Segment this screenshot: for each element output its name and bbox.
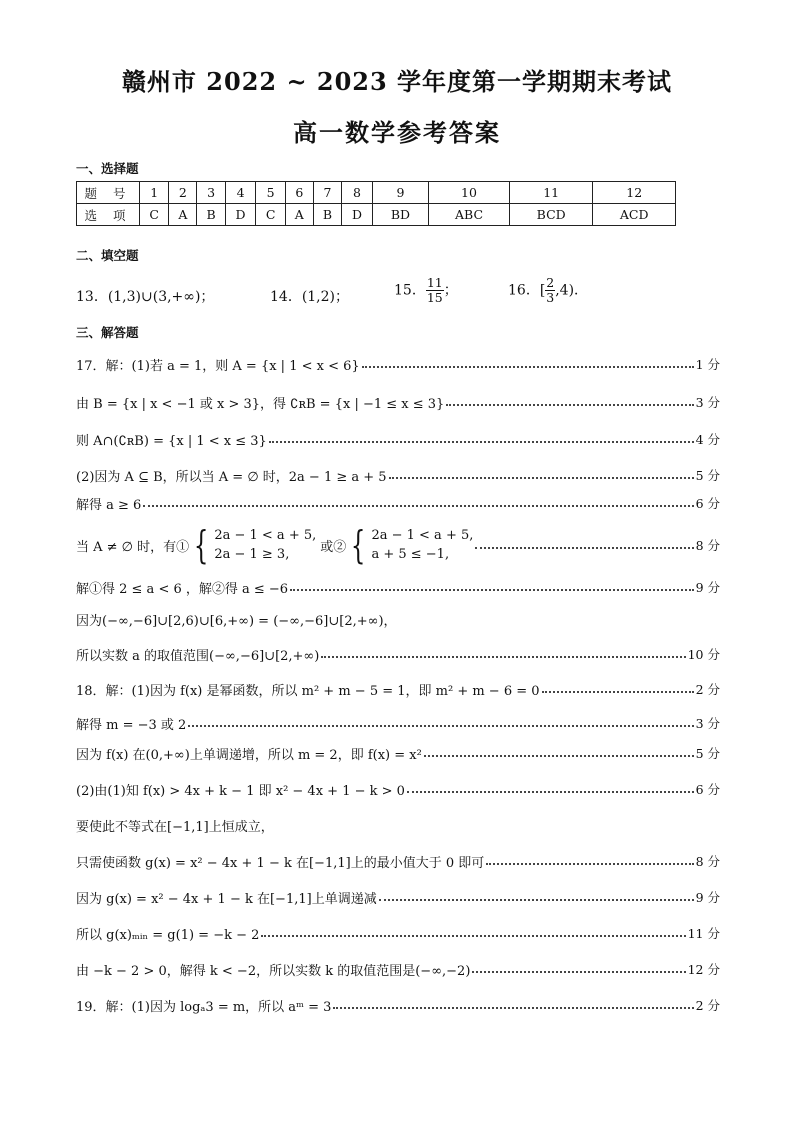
table-cell: ABC xyxy=(429,204,510,226)
table-cell: 1 xyxy=(140,182,169,204)
table-cell: D xyxy=(342,204,373,226)
line-text: 由 −k − 2 > 0，解得 k < −2，所以实数 k 的取值范围是(−∞,−2) xyxy=(76,963,471,979)
dot-leader xyxy=(542,691,694,693)
line-score: 2 分 xyxy=(695,682,720,697)
fill-end: ； xyxy=(443,282,458,299)
page-title: 赣州市 2022 ~ 2023 学年度第一学期期末考试 xyxy=(121,67,673,96)
line-text: 17．解：(1)若 a = 1，则 A = {x | 1 < x < 6} xyxy=(76,358,360,374)
system-row: 2a − 1 < a + 5, xyxy=(214,528,317,543)
fill-end: ,4)． xyxy=(555,282,589,299)
table-cell: A xyxy=(169,204,197,226)
brace-glyph: { xyxy=(193,523,209,567)
line-score: 5 分 xyxy=(695,468,720,483)
line-text: 只需使函数 g(x) = x² − 4x + 1 − k 在[−1,1]上的最小值大于 0 即可 xyxy=(76,855,485,871)
fraction xyxy=(545,276,555,305)
section-solve-heading: 三、解答题 xyxy=(76,325,139,340)
solution-line xyxy=(76,492,720,514)
solution-line xyxy=(76,712,720,734)
fill-answer-13: 13．(1,3)∪(3,+∞)； xyxy=(76,289,215,305)
fill-answer-15 xyxy=(394,276,458,305)
dot-leader xyxy=(269,441,694,443)
table-cell: BCD xyxy=(509,204,593,226)
dot-leader xyxy=(475,547,693,549)
line-text: 或② xyxy=(320,539,347,555)
numerator: 2 xyxy=(546,275,555,290)
system-row: 2a − 1 ≥ 3, xyxy=(214,547,290,562)
line-score: 6 分 xyxy=(695,496,720,511)
solution-line xyxy=(76,814,720,836)
line-text: 19．解：(1)因为 logₐ3 = m，所以 aᵐ = 3 xyxy=(76,999,332,1015)
table-cell: A xyxy=(285,204,313,226)
system-row: 2a − 1 < a + 5, xyxy=(371,528,474,543)
line-text: 要使此不等式在[−1,1]上恒成立， xyxy=(76,819,274,835)
table-cell: 3 xyxy=(197,182,225,204)
line-score: 8 分 xyxy=(695,538,720,553)
table-cell: 12 xyxy=(593,182,676,204)
solution-line xyxy=(76,994,720,1016)
brace-glyph: { xyxy=(351,523,366,567)
solution-line xyxy=(76,464,720,486)
denominator: 3 xyxy=(546,290,555,305)
table-cell: 11 xyxy=(509,182,593,204)
dot-leader xyxy=(321,656,685,658)
line-text: 当 A ≠ ∅ 时，有① xyxy=(76,539,190,555)
line-text: 解①得 2 ≤ a < 6 ，解②得 a ≤ −6 xyxy=(76,581,289,597)
equation-system-2 xyxy=(346,523,474,567)
answer-table xyxy=(76,181,676,226)
line-text: 因为(−∞,−6]∪[2,6)∪[6,+∞) = (−∞,−6]∪[2,+∞)， xyxy=(76,613,397,629)
dot-leader xyxy=(333,1007,693,1009)
line-text: 解得 m = −3 或 2 xyxy=(76,717,187,733)
solution-line xyxy=(76,922,720,944)
table-cell: 9 xyxy=(372,182,428,204)
line-score: 11 分 xyxy=(687,926,720,941)
line-text: 解得 a ≥ 6 xyxy=(76,497,142,513)
solution-line xyxy=(76,353,720,375)
fill-label: 16．[ xyxy=(508,282,546,299)
line-text: 所以 g(x)ₘᵢₙ = g(1) = −k − 2 xyxy=(76,927,260,943)
dot-leader xyxy=(290,589,693,591)
fill-label: 15． xyxy=(394,282,426,299)
table-cell: 10 xyxy=(429,182,510,204)
line-score: 3 分 xyxy=(695,395,720,410)
line-text: (2)因为 A ⊆ B，所以当 A = ∅ 时，2a − 1 ≥ a + 5 xyxy=(76,469,387,485)
table-header-cell: 选 项 xyxy=(77,204,140,226)
equation-system-1 xyxy=(189,523,317,567)
line-score: 4 分 xyxy=(695,432,720,447)
dot-leader xyxy=(379,899,694,901)
solution-line-system xyxy=(76,524,720,566)
table-cell: D xyxy=(225,204,256,226)
dot-leader xyxy=(389,477,694,479)
table-cell: ACD xyxy=(593,204,676,226)
solution-line xyxy=(76,778,720,800)
dot-leader xyxy=(188,725,693,727)
table-cell: 8 xyxy=(342,182,373,204)
line-score: 3 分 xyxy=(695,716,720,731)
solution-line xyxy=(76,608,720,630)
table-row-numbers xyxy=(77,182,676,204)
fill-answer-14: 14．(1,2)； xyxy=(270,289,350,305)
dot-leader xyxy=(407,791,694,793)
table-header-cell: 题 号 xyxy=(77,182,140,204)
dot-leader xyxy=(261,935,685,937)
fill-answer-16 xyxy=(508,276,588,305)
solution-line xyxy=(76,576,720,598)
solution-line xyxy=(76,958,720,980)
line-score: 2 分 xyxy=(695,998,720,1013)
table-cell: B xyxy=(197,204,225,226)
line-text: 因为 g(x) = x² − 4x + 1 − k 在[−1,1]上单调递减 xyxy=(76,891,377,907)
table-cell: BD xyxy=(372,204,428,226)
line-score: 5 分 xyxy=(695,746,720,761)
table-cell: 2 xyxy=(169,182,197,204)
dot-leader xyxy=(143,505,693,507)
line-score: 9 分 xyxy=(695,890,720,905)
system-row: a + 5 ≤ −1, xyxy=(371,547,450,562)
line-text: (2)由(1)知 f(x) > 4x + k − 1 即 x² − 4x + 1 − k > 0 xyxy=(76,783,405,799)
solution-line xyxy=(76,643,720,665)
line-text: 18．解：(1)因为 f(x) 是幂函数，所以 m² + m − 5 = 1，即 m² + m − 6 = 0 xyxy=(76,683,540,699)
solution-line xyxy=(76,742,720,764)
dot-leader xyxy=(446,404,693,406)
table-cell: 5 xyxy=(256,182,285,204)
line-score: 12 分 xyxy=(687,962,720,977)
dot-leader xyxy=(486,863,693,865)
line-text: 则 A∩(∁ʀB) = {x | 1 < x ≤ 3} xyxy=(76,433,267,449)
dot-leader xyxy=(362,366,694,368)
numerator: 11 xyxy=(426,275,443,290)
section-fill-heading: 二、填空题 xyxy=(76,248,139,263)
page-subtitle: 高一数学参考答案 xyxy=(293,118,501,147)
line-text: 所以实数 a 的取值范围(−∞,−6]∪[2,+∞) xyxy=(76,648,320,664)
table-cell: 6 xyxy=(285,182,313,204)
line-score: 9 分 xyxy=(695,580,720,595)
table-cell: C xyxy=(256,204,285,226)
line-score: 8 分 xyxy=(695,854,720,869)
table-cell: B xyxy=(313,204,341,226)
line-score: 1 分 xyxy=(695,357,720,372)
line-score: 6 分 xyxy=(695,782,720,797)
table-row-answers xyxy=(77,204,676,226)
solution-line xyxy=(76,678,720,700)
solution-line xyxy=(76,886,720,908)
fraction xyxy=(426,276,444,305)
solution-line xyxy=(76,850,720,872)
table-cell: 7 xyxy=(313,182,341,204)
line-text: 由 B = {x | x < −1 或 x > 3}，得 ∁ʀB = {x | −1 ≤ x ≤ 3} xyxy=(76,396,445,412)
table-cell: C xyxy=(140,204,169,226)
denominator: 15 xyxy=(426,290,443,305)
line-text: 因为 f(x) 在(0,+∞)上单调递增，所以 m = 2，即 f(x) = x² xyxy=(76,747,422,763)
dot-leader xyxy=(424,755,694,757)
section-choice-heading: 一、选择题 xyxy=(76,161,139,176)
table-cell: 4 xyxy=(225,182,256,204)
solution-line xyxy=(76,428,720,450)
solution-line xyxy=(76,391,720,413)
dot-leader xyxy=(472,971,685,973)
line-score: 10 分 xyxy=(687,647,720,662)
